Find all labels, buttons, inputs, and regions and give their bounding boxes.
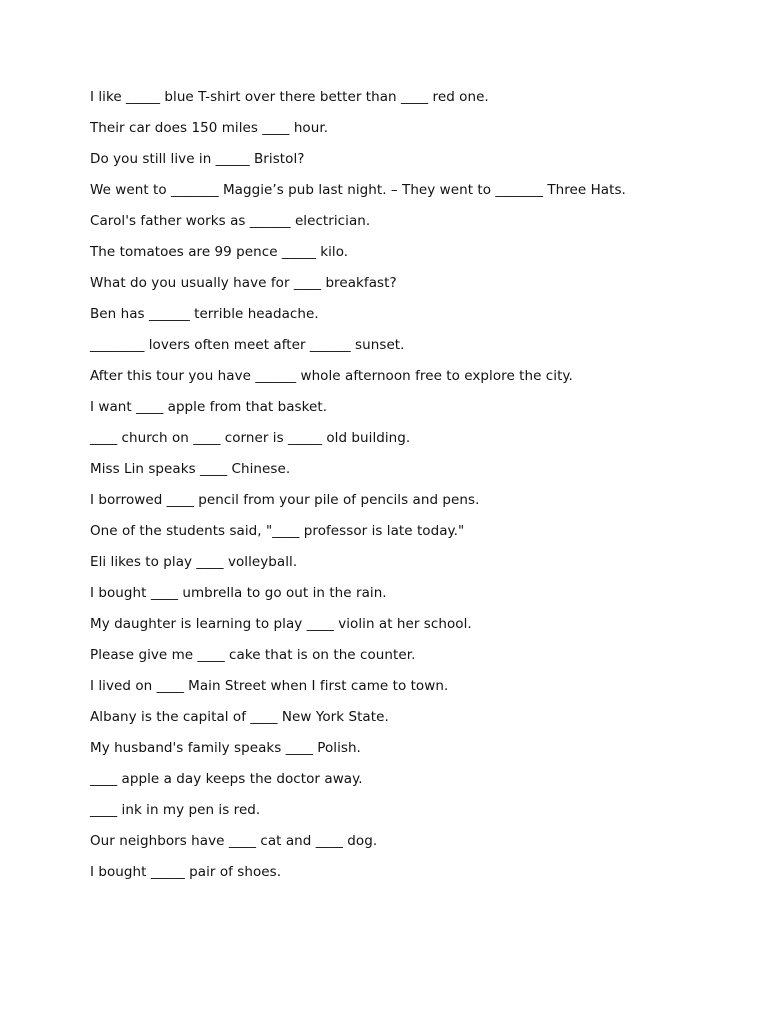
exercise-sentence-11: I want ____ apple from that basket. [90,399,328,415]
exercise-sentence-26: I bought _____ pair of shoes. [90,864,282,880]
exercise-sentence-9: ________ lovers often meet after ______ sunset. [90,337,405,353]
exercise-sentence-22: My husband's family speaks ____ Polish. [90,740,361,756]
exercise-sentence-12: ____ church on ____ corner is _____ old building. [90,430,411,446]
exercise-sentence-13: Miss Lin speaks ____ Chinese. [90,461,291,477]
exercise-sentence-25: Our neighbors have ____ cat and ____ dog. [90,833,378,849]
exercise-sentence-21: Albany is the capital of ____ New York State. [90,709,389,725]
exercise-sentence-24: ____ ink in my pen is red. [90,802,261,818]
exercise-sentence-19: Please give me ____ cake that is on the counter. [90,647,416,663]
exercise-sentence-16: Eli likes to play ____ volleyball. [90,554,298,570]
exercise-sentence-18: My daughter is learning to play ____ violin at her school. [90,616,472,632]
exercise-sentence-15: One of the students said, "____ professor is late today." [90,523,465,539]
exercise-sentence-8: Ben has ______ terrible headache. [90,306,319,322]
exercise-sentence-5: Carol's father works as ______ electrician. [90,213,371,229]
exercise-sentence-7: What do you usually have for ____ breakfast? [90,275,397,291]
exercise-sentence-23: ____ apple a day keeps the doctor away. [90,771,363,787]
exercise-sentence-2: Their car does 150 miles ____ hour. [90,120,329,136]
exercise-sentence-3: Do you still live in _____ Bristol? [90,151,305,167]
exercise-sentence-6: The tomatoes are 99 pence _____ kilo. [90,244,349,260]
exercise-sentence-20: I lived on ____ Main Street when I first came to town. [90,678,449,694]
exercise-sentence-14: I borrowed ____ pencil from your pile of pencils and pens. [90,492,480,508]
article-exercise-list [90,87,740,893]
exercise-sentence-4: We went to _______ Maggie’s pub last night. – They went to _______ Three Hats. [90,182,626,198]
exercise-sentence-1: I like _____ blue T-shirt over there better than ____ red one. [90,89,489,105]
exercise-sentence-10: After this tour you have ______ whole afternoon free to explore the city. [90,368,573,384]
exercise-sentence-17: I bought ____ umbrella to go out in the rain. [90,585,387,601]
